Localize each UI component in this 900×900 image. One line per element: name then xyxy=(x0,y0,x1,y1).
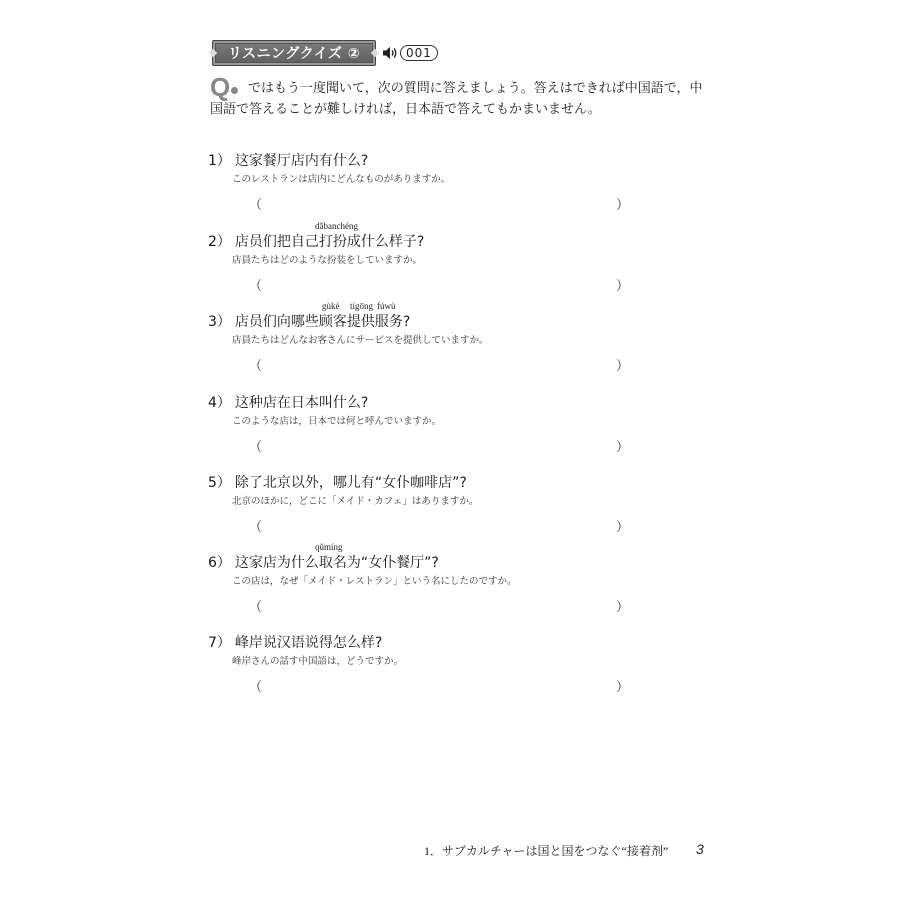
question-number: 6） xyxy=(208,555,231,571)
question-chinese: 峰岸说汉语说得怎么样? xyxy=(234,635,383,651)
pinyin-ruby: gùkè xyxy=(322,301,340,311)
question-number: 3） xyxy=(208,314,231,330)
question-chinese: 这家店为什么取名为“女仆餐厅”? xyxy=(234,555,439,571)
instruction-line-1: ではもう一度聞いて，次の質問に答えましょう。答えはできれば中国語で，中 xyxy=(248,81,703,96)
answer-paren-close: ） xyxy=(616,680,630,695)
question-number: 5） xyxy=(208,475,231,491)
pinyin-ruby: dǎbanchéng xyxy=(315,221,358,231)
question-chinese: 这种店在日本叫什么? xyxy=(234,395,369,411)
question-text xyxy=(208,233,424,251)
speaker-icon xyxy=(382,45,398,61)
answer-paren-close: ） xyxy=(616,198,630,213)
answer-paren-open: （ xyxy=(249,198,263,213)
question-text xyxy=(208,394,368,412)
question-text xyxy=(208,634,382,652)
question-text xyxy=(208,554,439,572)
question-number: 7） xyxy=(208,635,231,651)
answer-paren-open: （ xyxy=(249,600,263,615)
question-text xyxy=(208,313,410,331)
question-chinese: 除了北京以外，哪儿有“女仆咖啡店”? xyxy=(234,475,467,491)
chapter-footer: 1．サブカルチャーは国と国をつなぐ“接着剂” xyxy=(424,844,669,858)
audio-track[interactable] xyxy=(382,45,438,61)
answer-paren-close: ） xyxy=(616,359,630,374)
question-number: 2） xyxy=(208,234,231,250)
answer-paren-open: （ xyxy=(249,680,263,695)
pinyin-ruby: tígōng xyxy=(350,301,374,311)
answer-paren-close: ） xyxy=(616,279,630,294)
question-japanese: この店は，なぜ「メイド・レストラン」という名にしたのですか。 xyxy=(232,576,517,587)
badge-notch-left xyxy=(209,49,217,57)
question-text xyxy=(208,152,368,170)
q-mark xyxy=(210,74,238,100)
q-dot xyxy=(231,87,238,94)
question-japanese: このレストランは店内にどんなものがありますか。 xyxy=(232,174,451,185)
question-japanese: このような店は，日本では何と呼んでいますか。 xyxy=(232,416,442,427)
answer-paren-open: （ xyxy=(249,359,263,374)
question-number: 4） xyxy=(208,395,231,411)
track-number: 001 xyxy=(400,45,438,61)
answer-paren-close: ） xyxy=(616,600,630,615)
answer-paren-close: ） xyxy=(616,520,630,535)
page-number: 3 xyxy=(696,841,704,857)
badge-label: リスニングクイズ ② xyxy=(227,46,361,62)
question-chinese: 这家餐厅店内有什么? xyxy=(234,153,369,169)
pinyin-ruby: qǔmíng xyxy=(315,542,343,552)
instruction-line-2: 国語で答えることが難しければ，日本語で答えてもかまいません。 xyxy=(210,102,601,117)
answer-paren-open: （ xyxy=(249,520,263,535)
question-chinese: 店员们向哪些顾客提供服务? xyxy=(234,314,411,330)
question-chinese: 店员们把自己打扮成什么样子? xyxy=(234,234,425,250)
q-letter: Q xyxy=(210,72,231,102)
question-japanese: 店員たちはどのような扮装をしていますか。 xyxy=(232,255,423,266)
question-number: 1） xyxy=(208,153,231,169)
badge-notch-right xyxy=(371,49,379,57)
answer-paren-open: （ xyxy=(249,279,263,294)
question-text xyxy=(208,474,467,492)
question-japanese: 峰岸さんの話す中国語は，どうですか。 xyxy=(232,656,404,667)
answer-paren-close: ） xyxy=(616,440,630,455)
question-japanese: 北京のほかに，どこに「メイド・カフェ」はありますか。 xyxy=(232,496,479,507)
answer-paren-open: （ xyxy=(249,440,263,455)
section-badge xyxy=(212,40,376,66)
question-japanese: 店員たちはどんなお客さんにサービスを提供していますか。 xyxy=(232,335,489,346)
pinyin-ruby: fúwù xyxy=(377,301,396,311)
